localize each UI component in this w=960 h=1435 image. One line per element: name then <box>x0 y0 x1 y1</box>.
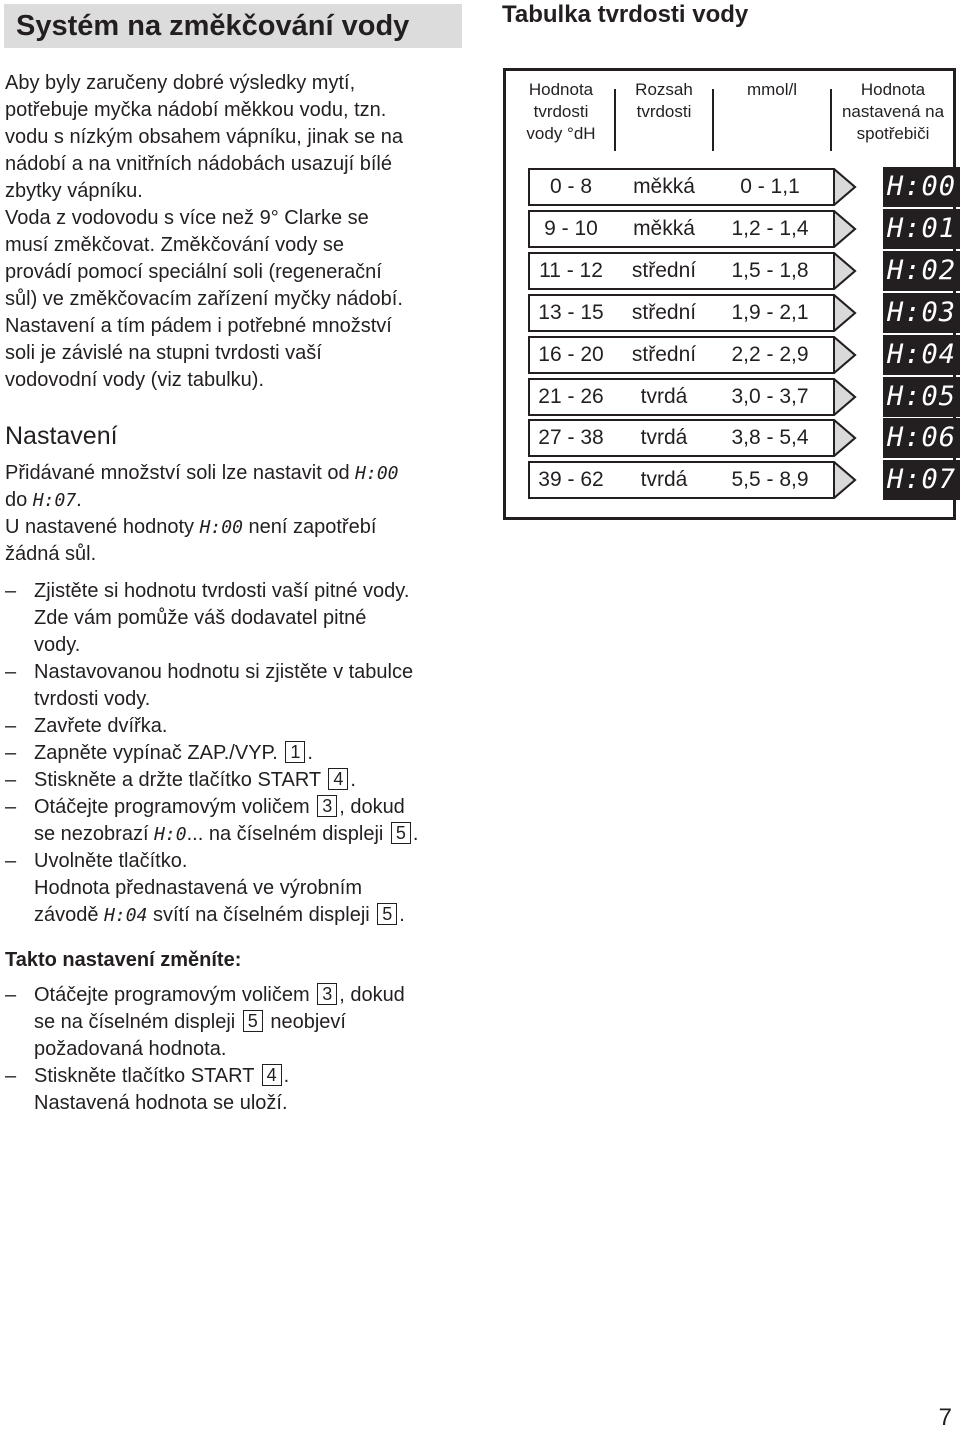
list-item <box>5 848 465 929</box>
list-dash: – <box>5 715 17 737</box>
ref-number-box: 5 <box>391 822 411 844</box>
table-row <box>528 294 960 332</box>
step-text <box>34 902 465 929</box>
list-dash: – <box>5 796 17 818</box>
step-text: vody. <box>34 634 81 656</box>
text: . <box>283 1065 290 1087</box>
settings-paragraph-2 <box>5 514 465 541</box>
header-line: Rozsah <box>635 80 693 99</box>
cell-range: střední <box>631 259 697 282</box>
text: se nezobrazí <box>34 823 155 845</box>
intro-line: Aby byly zaručeny dobré výsledky mytí, <box>5 72 356 94</box>
text: . <box>76 489 82 511</box>
list-dash: – <box>5 984 17 1006</box>
step-text <box>34 767 465 794</box>
cell-dh: 0 - 8 <box>549 175 593 198</box>
cell-range: střední <box>631 343 697 366</box>
list-dash: – <box>5 769 17 791</box>
change-steps-list <box>5 982 465 1117</box>
settings-paragraph-1 <box>5 460 465 487</box>
header-dh <box>512 79 610 145</box>
text: . <box>399 904 405 926</box>
list-item <box>5 794 465 848</box>
text: neobjeví <box>264 1011 346 1033</box>
header-divider <box>830 89 832 151</box>
text: svítí na číselném displeji <box>147 904 376 926</box>
step-text <box>34 1009 465 1036</box>
table-row <box>528 210 960 248</box>
settings-paragraph-1-cont <box>5 487 465 514</box>
step-text: Nastavovanou hodnotu si zjistěte v tabulce <box>34 661 414 683</box>
text: Stiskněte tlačítko START <box>34 1065 260 1087</box>
intro-line: provádí pomocí speciální soli (regenerační <box>5 261 382 283</box>
text: , dokud <box>339 796 405 818</box>
hardness-table <box>503 68 956 520</box>
ref-number-box: 3 <box>317 983 337 1005</box>
table-row <box>528 336 960 374</box>
header-setting <box>834 79 952 145</box>
list-item <box>5 982 465 1063</box>
cell-dh: 39 - 62 <box>538 468 604 491</box>
cell-dh: 13 - 15 <box>538 301 604 324</box>
intro-line: potřebuje myčka nádobí měkkou vodu, tzn. <box>5 99 387 121</box>
display-code: H:04 <box>104 905 148 926</box>
lcd-display: H:03 <box>883 293 960 333</box>
display-code: H:07 <box>32 490 77 511</box>
cell-dh: 21 - 26 <box>538 385 604 408</box>
steps-list <box>5 578 465 929</box>
header-line: Hodnota <box>528 80 594 99</box>
text: . <box>350 769 356 791</box>
list-item <box>5 659 465 713</box>
intro-line: musí změkčovat. Změkčování vody se <box>5 234 345 256</box>
list-dash: – <box>5 1065 17 1087</box>
cell-range: měkká <box>633 217 695 240</box>
step-text <box>34 982 465 1009</box>
header-divider <box>712 89 714 151</box>
header-line: spotřebiči <box>856 124 930 143</box>
header-divider <box>614 89 616 151</box>
text: Zapněte vypínač ZAP./VYP. <box>34 742 284 764</box>
text: Přidávané množství soli lze nastavit od <box>5 462 356 484</box>
step-text: tvrdosti vody. <box>34 688 151 710</box>
cell-mmol: 1,2 - 1,4 <box>731 217 809 240</box>
step-text: Nastavená hodnota se uloží. <box>34 1092 288 1114</box>
lcd-display: H:04 <box>883 335 960 375</box>
step-text <box>34 821 465 848</box>
display-code: H:00 <box>355 463 399 484</box>
step-text: Zjistěte si hodnotu tvrdosti vaší pitné vody. <box>34 580 410 602</box>
cell-mmol: 3,0 - 3,7 <box>731 385 809 408</box>
ref-number-box: 4 <box>328 768 348 790</box>
step-text: Hodnota přednastavená ve výrobním <box>34 877 362 899</box>
table-row <box>528 461 960 499</box>
text: Stiskněte a držte tlačítko START <box>34 769 327 791</box>
ref-number-box: 4 <box>262 1064 282 1086</box>
text: není zapotřebí <box>242 516 377 538</box>
ref-number-box: 3 <box>317 795 337 817</box>
cell-range: měkká <box>633 175 695 198</box>
cell-mmol: 2,2 - 2,9 <box>731 343 809 366</box>
cell-range: tvrdá <box>640 385 688 408</box>
step-text: Zde vám pomůže váš dodavatel pitné <box>34 607 367 629</box>
list-dash: – <box>5 580 17 602</box>
list-dash: – <box>5 850 17 872</box>
ref-number-box: 5 <box>377 903 397 925</box>
step-text: požadovaná hodnota. <box>34 1038 227 1060</box>
list-item <box>5 713 465 740</box>
intro-line: vodu s nízkým obsahem vápníku, jinak se na <box>5 126 403 148</box>
intro-paragraph <box>5 70 463 394</box>
settings-paragraph-2-cont: žádná sůl. <box>5 543 97 565</box>
cell-mmol: 0 - 1,1 <box>740 175 800 198</box>
header-line: Hodnota <box>860 80 926 99</box>
change-heading: Takto nastavení změníte: <box>5 949 242 971</box>
header-range <box>618 79 710 123</box>
text: . <box>307 742 313 764</box>
table-row <box>528 419 960 457</box>
display-code: H:00 <box>199 517 243 538</box>
table-row <box>528 378 960 416</box>
text: Otáčejte programovým voličem <box>34 984 316 1006</box>
settings-heading: Nastavení <box>5 422 118 450</box>
settings-section <box>5 460 465 1117</box>
text: , dokud <box>339 984 405 1006</box>
cell-mmol: 3,8 - 5,4 <box>731 426 809 449</box>
intro-line: Voda z vodovodu s více než 9° Clarke se <box>5 207 369 229</box>
lcd-display: H:00 <box>883 167 960 207</box>
text: závodě <box>34 904 105 926</box>
cell-dh: 9 - 10 <box>544 217 598 240</box>
list-dash: – <box>5 742 17 764</box>
intro-line: vodovodní vody (viz tabulku). <box>5 369 265 391</box>
lcd-display: H:06 <box>883 418 960 458</box>
lcd-display: H:01 <box>883 209 960 249</box>
text: Otáčejte programovým voličem <box>34 796 316 818</box>
cell-dh: 27 - 38 <box>538 426 604 449</box>
header-line: vody °dH <box>526 124 596 143</box>
ref-number-box: 1 <box>285 741 305 763</box>
cell-mmol: 1,9 - 2,1 <box>731 301 809 324</box>
header-line: mmol/l <box>746 80 798 99</box>
intro-line: zbytky vápníku. <box>5 180 143 202</box>
cell-range: střední <box>631 301 697 324</box>
step-text <box>34 794 465 821</box>
cell-dh: 11 - 12 <box>539 259 603 282</box>
header-line: tvrdosti <box>533 102 589 121</box>
cell-range: tvrdá <box>640 426 688 449</box>
display-code: H:0 <box>154 824 187 845</box>
header-line: tvrdosti <box>636 102 692 121</box>
ref-number-box: 5 <box>243 1010 263 1032</box>
cell-mmol: 5,5 - 8,9 <box>731 468 809 491</box>
list-dash: – <box>5 661 17 683</box>
cell-dh: 16 - 20 <box>538 343 604 366</box>
header-line: nastavená na <box>841 102 945 121</box>
lcd-display: H:02 <box>883 251 960 291</box>
page-number: 7 <box>938 1404 952 1431</box>
intro-line: Nastavení a tím pádem i potřebné množství <box>5 315 392 337</box>
step-text: Uvolněte tlačítko. <box>34 850 188 872</box>
step-text <box>34 1063 465 1090</box>
list-item <box>5 1063 465 1117</box>
step-text <box>34 740 465 767</box>
text: . <box>412 823 419 845</box>
text: se na číselném displeji <box>34 1011 241 1033</box>
cell-range: tvrdá <box>640 468 688 491</box>
list-item <box>5 740 465 767</box>
table-row <box>528 252 960 290</box>
list-item <box>5 578 465 659</box>
step-text: Zavřete dvířka. <box>34 715 168 737</box>
header-mmol <box>716 79 828 101</box>
lcd-display: H:05 <box>883 377 960 417</box>
section-title-bar <box>4 4 462 48</box>
intro-line: sůl) ve změkčovacím zařízení myčky nádobí. <box>5 288 403 310</box>
cell-mmol: 1,5 - 1,8 <box>731 259 809 282</box>
text: ... na číselném displeji <box>186 823 389 845</box>
table-row <box>528 168 960 206</box>
table-title: Tabulka tvrdosti vody <box>502 1 749 28</box>
list-item <box>5 767 465 794</box>
text: do <box>5 489 33 511</box>
lcd-display: H:07 <box>883 460 960 500</box>
page-title: Systém na změkčování vody <box>16 10 410 42</box>
intro-line: soli je závislé na stupni tvrdosti vaší <box>5 342 322 364</box>
text: U nastavené hodnoty <box>5 516 200 538</box>
intro-line: nádobí a na vnitřních nádobách usazují bílé <box>5 153 392 175</box>
